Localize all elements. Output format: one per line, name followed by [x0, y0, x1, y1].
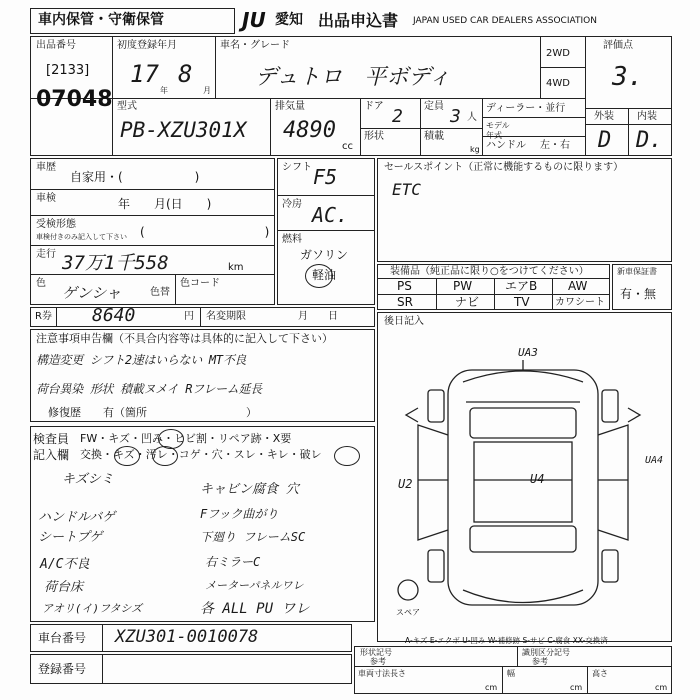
inspector-legend-1: FW・キズ・凹み・ヒビ割・リペア跡・X要 [80, 432, 292, 445]
handle-label: ハンドル [486, 140, 526, 151]
width-label: 幅 [507, 669, 515, 678]
score-ext-label: 外装 [594, 111, 614, 122]
mileage-unit: km [228, 262, 244, 273]
remark-6: アオリ(イ)フタシズ [42, 602, 143, 615]
registration-month-unit: 月 [203, 86, 211, 95]
remark-3: シートプゲ [38, 530, 103, 545]
name-change-value: 月 日 [298, 311, 338, 322]
lot-number-label: 出品番号 [36, 40, 76, 51]
footer-legend: A-キズ E-エクボ U-凹み W-補修跡 S-サビ C-腐食 XX-交換済 [405, 636, 608, 645]
score-ext-value: D [598, 128, 612, 153]
model-value: PB-XZU301X [120, 118, 247, 142]
repair-history-label: 修復歴 有（箇所 ） [48, 406, 257, 419]
acceptance-label: 受検形態 [36, 219, 76, 230]
chassis-label: 車台番号 [38, 631, 87, 645]
recycle-label: R券 [35, 311, 52, 322]
displacement-unit: cc [342, 141, 353, 152]
warranty-label: 新車保証書 [617, 267, 657, 276]
registration-year-unit: 年 [160, 86, 168, 95]
remark-11: メーターパネルワレ [205, 579, 304, 592]
fuel-diesel: 軽油 [312, 268, 337, 282]
remark-1: キズシミ [62, 472, 114, 487]
displacement-label: 排気量 [275, 101, 305, 112]
recycle-value: 8640 [92, 305, 136, 326]
history-value: 自家用・( ) [70, 170, 200, 184]
damage-mark-left: U2 [398, 477, 413, 491]
acceptance-value: ( ) [140, 225, 270, 239]
aircon-label: 冷房 [282, 199, 302, 210]
car-name-value: デュトロ 平ボディ [255, 65, 451, 90]
assoc-name: JAPAN USED CAR DEALERS ASSOCIATION [413, 16, 597, 26]
equip-aw: AW [568, 279, 588, 293]
notes-label: 注意事項申告欄（不具合内容等は具体的に記入して下さい） [36, 332, 333, 345]
car-diagram [378, 330, 671, 630]
model-label: 型式 [117, 101, 137, 112]
capacity-unit: 人 [467, 112, 477, 123]
score-int-value: D. [636, 128, 663, 153]
inspector-legend-2: 交換・キズ・汚レ・コゲ・穴・スレ・キレ・破レ [80, 448, 322, 461]
acceptance-note: 車検付きのみ記入して下さい [36, 233, 127, 241]
model-year-label: モデル年式 [486, 121, 510, 140]
shape-label: 形状 [364, 131, 384, 142]
height-unit: cm [655, 683, 668, 692]
drive-4wd: 4WD [546, 78, 570, 89]
legend-circle-dirt [152, 446, 178, 466]
equip-ps: PS [397, 279, 412, 293]
color-value: ゲンシャ [62, 284, 122, 302]
shape-ref-label: 参考 [370, 657, 386, 666]
registration-label: 初度登録年月 [117, 40, 177, 51]
remark-2: ハンドルバゲ [38, 510, 116, 525]
lot-number: 07048 [36, 87, 113, 112]
load-label: 積載 [424, 131, 444, 142]
fuel-value: ガソリン [300, 248, 349, 262]
remark-5: 荷台床 [44, 580, 84, 595]
remark-9: 下廻り フレームSC [200, 530, 306, 544]
equip-airbag: エアB [505, 279, 538, 293]
remark-10: 右ミラーC [205, 555, 261, 569]
registration-year: 17 [130, 60, 159, 88]
ju-logo: JU [242, 8, 266, 32]
handle-options: 左・右 [540, 140, 570, 151]
reg-no-label: 登録番号 [38, 662, 87, 676]
doors-value: 2 [392, 106, 403, 127]
mileage-value: 37万1千558 [62, 252, 169, 274]
registration-month: 8 [178, 60, 193, 88]
capacity-value: 3 [450, 106, 461, 127]
equip-leather: カワシート [555, 297, 605, 308]
inspector-record-label: 記入欄 [33, 448, 70, 462]
legend-circle-tear [334, 446, 360, 466]
color-code-label: 色コード [180, 278, 220, 289]
shape-symbol-label: 形状記号 [360, 648, 392, 657]
mileage-label: 走行 [36, 249, 56, 260]
equip-tv: TV [514, 295, 530, 309]
lot-sub-number: [2133] [46, 63, 90, 78]
dealer-label: ディーラー・並行 [486, 103, 566, 114]
equip-sr: SR [397, 295, 413, 309]
shift-value: F5 [313, 165, 338, 189]
org-name: 愛知 [275, 12, 303, 28]
length-unit: cm [485, 683, 498, 692]
after-entry-label: 後日記入 [384, 316, 424, 327]
notes-line1: 構造変更 シフト2速はいらない MT不良 [36, 353, 247, 367]
sales-point-label: セールスポイント（正常に機能するものに限ります） [384, 162, 624, 173]
spare-label: スペア [396, 608, 420, 617]
capacity-label: 定員 [424, 101, 444, 112]
load-unit: kg [470, 145, 480, 154]
score-value: 3. [612, 62, 644, 92]
doors-label: ドア [364, 101, 384, 112]
warranty-value: 有・無 [620, 287, 657, 301]
damage-mark-front: UA3 [518, 346, 538, 359]
fuel-diesel-circle [305, 264, 333, 288]
length-label: 車両寸法長さ [358, 669, 406, 678]
width-unit: cm [570, 683, 583, 692]
remark-8: Fフック曲がり [200, 507, 279, 521]
displacement-value: 4890 [283, 118, 336, 143]
sales-point-value: ETC [392, 180, 421, 199]
notes-line2: 荷台異染 形状 積載ヌメイ Rフレーム延長 [36, 382, 262, 396]
drive-2wd: 2WD [546, 48, 570, 59]
score-int-label: 内装 [637, 111, 657, 122]
chassis-value: XZU301-0010078 [115, 627, 259, 647]
car-name-label: 車名・グレード [220, 40, 290, 51]
remark-4: A/C不良 [40, 557, 90, 572]
class-ref-label: 参考 [532, 657, 548, 666]
name-change-label: 名変期限 [206, 311, 246, 322]
color-label: 色 [36, 278, 46, 289]
equip-pw: PW [453, 279, 473, 293]
inspector-label: 検査員 [33, 432, 70, 446]
remark-12: 各 ALL PU ワレ [200, 601, 310, 617]
damage-mark-right: UA4 [645, 455, 664, 466]
damage-mark-center: U4 [530, 472, 545, 486]
equip-navi: ナビ [455, 295, 480, 309]
legend-circle-scratch [114, 446, 140, 466]
remark-7: キャビン腐食 穴 [200, 482, 299, 497]
storage-title: 車内保管・守衛保管 [38, 12, 164, 28]
history-label: 車歴 [36, 162, 56, 173]
inspection-value: 年 月(日 ) [118, 197, 212, 211]
equipment-label: 装備品（純正品に限り○をつけてください） [390, 266, 589, 277]
class-symbol-label: 識別区分記号 [522, 648, 570, 657]
shift-label: シフト [282, 162, 312, 173]
height-label: 高さ [592, 669, 608, 678]
aircon-value: AC. [312, 203, 349, 227]
same-color-label: 色替 [150, 287, 170, 298]
recycle-unit: 円 [184, 311, 194, 322]
fuel-label: 燃料 [282, 234, 302, 245]
inspection-label: 車検 [36, 193, 56, 204]
form-title: 出品申込書 [318, 11, 399, 30]
score-label: 評価点 [603, 40, 633, 51]
